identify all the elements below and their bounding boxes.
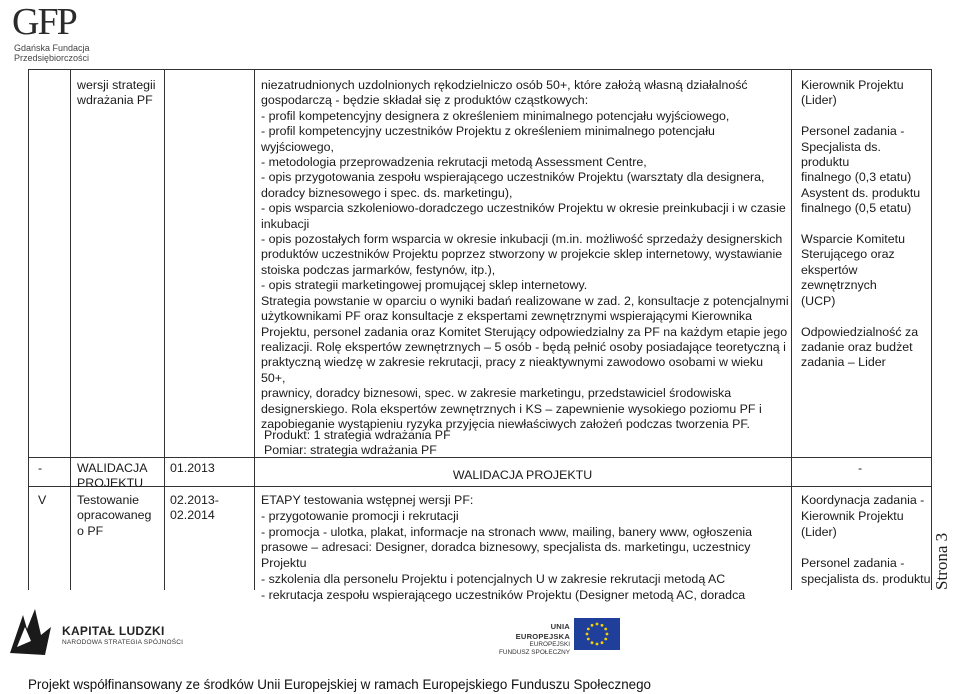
validation-dash-right: - [858,461,863,475]
gfp-logo [12,2,92,64]
eu-logo-line3: FUNDUSZ SPOŁECZNY [498,649,570,656]
validation-date: 01.2013 [170,461,215,475]
validation-header-title: WALIDACJA PROJEKTU [452,468,593,482]
gfp-logo-line2: Przedsiębiorczości [14,53,90,63]
roman-numeral: V [38,493,47,507]
kapital-ludzki-subtitle: NARODOWA STRATEGIA SPÓJNOŚCI [62,639,184,646]
eu-logo-line1: UNIA EUROPEJSKA [515,622,570,641]
gfp-logo-mark: GFP [12,1,76,43]
phase-title-testing: Testowanie opracowaneg o PF [77,493,152,538]
eu-logo-line2: EUROPEJSKI [529,641,570,648]
phase-title-validation: WALIDACJA PROJEKTU [77,461,148,491]
testing-description: ETAPY testowania wstępnej wersji PF: - przygotowanie promocji i rekrutacji - promocja - ulotka, plakat, informacje na stronach www, mailing, banery www, ogłoszenia prasowe – adresaci: Designer, doradca biznesowy, specjalista ds. marketingu, uczestnicy Projektu - szkolenia dla personelu Projektu i potencjalnych U w zakresie rekrutacji metodą AC - rekrutacja zespołu wspierającego uczestników Projektu (Designer metodą AC, doradca [261,493,753,602]
page-number: Strona 3 [932,532,951,590]
phase-title-strategy: wersji strategii wdrażania PF [77,78,156,108]
kapital-ludzki-icon [5,607,57,659]
kapital-ludzki-title: KAPITAŁ LUDZKI [62,624,165,638]
gfp-logo-line1: Gdańska Fundacja [14,43,90,53]
eu-flag-icon [574,618,620,650]
responsible-testing: Koordynacja zadania - Kierownik Projektu (Lider) Personel zadania - specjalista ds. produktu [801,493,931,586]
measure-line: Pomiar: strategia wdrażania PF [264,443,437,457]
validation-dash: - [38,461,43,475]
cofinance-footer: Projekt współfinansowany ze środków Unii Europejskiej w ramach Europejskiego Funduszu Społecznego [28,677,651,692]
testing-date: 02.2013- 02.2014 [170,493,219,523]
responsible-strategy: Kierownik Projektu (Lider) Personel zadania - Specjalista ds. produktu finalnego (0,3 etatu) Asystent ds. produktu finalnego (0,5 etatu) Wsparcie Komitetu Sterującego oraz ekspertów zewnętrznych (UCP) Odpowiedzialność za zadanie oraz budżet zadania – Lider [801,78,921,370]
strategy-description: niezatrudnionych uzdolnionych rękodzielniczo osób 50+, które założą własną działalność gospodarczą - będzie składał się z produktów cząstkowych: - profil kompetencyjny designera z określeniem minimalnego potencjału wyjściowego, - profil kompetencyjny uczestników Projektu z określeniem minimalnego potencjału wyjściowego, - metodologia przeprowadzenia rekrutacji metodą Assessment Centre, - opis przygotowania zespołu wspierającego uczestników Projektu (warsztaty dla designera, doradcy biznesowego i spec. ds. marketingu), - opis wsparcia szkoleniowo-doradczego uczestników Projektu w okresie preinkubacji i w czasie inkubacji - opis pozostałych form wsparcia w okresie inkubacji (m.in. możliwość sprzedaży designerskich produktów uczestników Projektu poprzez stworzony w projekcie sklep internetowy, wystawianie stoiska podczas jarmarków, festynów, itp.), - opis strategii marketingowej promującej sklep internetowy. Strategia powstanie w oparciu o wyniki badań realizowane w zad. 2, konsultacje z potencjalnymi użytkownikami PF oraz konsultacje z ekspertami zewnętrznymi wspierającymi Kierownika Projektu, personel zadania oraz Komitet Sterujący odpowiedzialny za PF na każdym etapie jego realizacji. Rolę ekspertów zewnętrznych – 5 osób - będą pełnić osoby posiadające teoretyczną i praktyczną wiedzę w zakresie rekrutacji, pracy z nieaktywnymi zawodowo osobami w wieku 50+, prawnicy, doradcy biznesowi, spec. w zakresie marketingu, przedstawiciel środowiska designerskiego. Rola ekspertów zewnętrznych i KS – zapewnienie wysokiego poziomu PF i zapobieganie wystąpieniu ryzyka przyjęcia niewłaściwych założeń podczas tworzenia PF. [261,78,789,431]
product-line: Produkt: 1 strategia wdrażania PF [264,428,451,442]
